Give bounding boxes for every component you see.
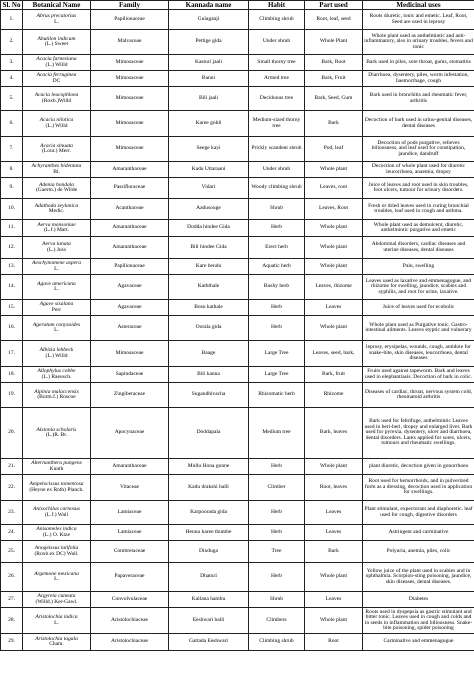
cell-sl-no: 15. bbox=[1, 300, 23, 316]
cell-habit: Herb bbox=[249, 501, 305, 525]
cell-part-used: Leaves, seed, bark, bbox=[305, 341, 363, 367]
botanical-author: L. bbox=[54, 327, 59, 333]
cell-part-used: Whole plant bbox=[305, 237, 363, 259]
botanical-name: Alpinia malaccensis bbox=[34, 388, 79, 395]
cell-part-used: Root, leaves bbox=[305, 475, 363, 501]
cell-botanical-name bbox=[23, 300, 91, 316]
cell-habit: Woody climbing shrub bbox=[249, 178, 305, 199]
cell-family: Papilionaceae bbox=[91, 259, 169, 275]
botanical-author: (Roxb.ex DC) Wall. bbox=[34, 550, 79, 557]
botanical-author: DC bbox=[52, 77, 61, 84]
cell-botanical-name bbox=[23, 316, 91, 341]
table-row bbox=[1, 162, 474, 178]
cell-medicinal-uses: Fruits used against tapeworm. Bark and leaves used in elephantiasis. Decoction of bark in colic. bbox=[363, 367, 474, 383]
cell-medicinal-uses: Roots diuretic, tonic and emetic. Leaf, Root, Seed are used in leprosy bbox=[363, 10, 474, 30]
header-medicinal-uses: Medicinal uses bbox=[363, 1, 474, 10]
cell-sl-no: 26. bbox=[1, 563, 23, 592]
cell-medicinal-uses: Carminative and emmenagogue bbox=[363, 634, 474, 651]
cell-family: Aristolochiaceae bbox=[91, 608, 169, 634]
table-row bbox=[1, 475, 474, 501]
botanical-name: Argyreia cuneata bbox=[37, 593, 76, 599]
cell-sl-no: 23. bbox=[1, 501, 23, 525]
cell-botanical-name bbox=[23, 71, 91, 87]
table-body bbox=[1, 10, 474, 651]
table-row bbox=[1, 237, 474, 259]
cell-habit: Climbers bbox=[249, 608, 305, 634]
table-row bbox=[1, 71, 474, 87]
cell-botanical-name bbox=[23, 199, 91, 220]
botanical-name: Alstonia scholaris bbox=[36, 426, 77, 433]
table-row bbox=[1, 459, 474, 475]
cell-kannada-name: Pettige gida bbox=[169, 30, 249, 55]
botanical-name: Aerva monsoniae bbox=[37, 221, 76, 228]
cell-kannada-name: Baage bbox=[169, 341, 249, 367]
botanical-name: Abutilon indicum bbox=[37, 35, 76, 42]
table-row bbox=[1, 634, 474, 651]
header-row bbox=[1, 1, 474, 10]
cell-kannada-name: Kadu drakshi balli bbox=[169, 475, 249, 501]
cell-kannada-name: Seege kayi bbox=[169, 137, 249, 162]
table-row bbox=[1, 275, 474, 300]
table-row bbox=[1, 367, 474, 383]
cell-botanical-name bbox=[23, 383, 91, 408]
cell-part-used: Leaves bbox=[305, 592, 363, 608]
table-row bbox=[1, 563, 474, 592]
table-row bbox=[1, 55, 474, 71]
botanical-author: (L.) Juss bbox=[47, 246, 66, 253]
cell-medicinal-uses: Bark used in bronchitis and rheumatic fever, arthritis bbox=[363, 87, 474, 111]
cell-sl-no: 10. bbox=[1, 199, 23, 220]
cell-kannada-name: Bosu kathale bbox=[169, 300, 249, 316]
cell-kannada-name: Oorala gida bbox=[169, 316, 249, 341]
cell-medicinal-uses: Bark used for febrifuge, anthelmintic Leaves used in beri-beri, dropsy and enlarged liver. Bark used for pyrexia, dysentery, ulcer and diarrhoea, dental disorders. Latex applied for sores, ulcers, tumours and rheumatic swellings. bbox=[363, 408, 474, 459]
cell-habit: Shrub bbox=[249, 592, 305, 608]
table-row bbox=[1, 541, 474, 563]
cell-habit: Herb bbox=[249, 459, 305, 475]
cell-family: Amaranthaceae bbox=[91, 162, 169, 178]
cell-part-used: Whole plant bbox=[305, 608, 363, 634]
cell-habit: Aquatic herb bbox=[249, 259, 305, 275]
cell-kannada-name: Hennu karee thumbe bbox=[169, 525, 249, 541]
cell-botanical-name bbox=[23, 563, 91, 592]
cell-botanical-name bbox=[23, 367, 91, 383]
cell-medicinal-uses: Decoction of bark used in urino-genital diseases, dental diseases bbox=[363, 111, 474, 137]
cell-habit: Climber bbox=[249, 475, 305, 501]
cell-family: Agavaceae bbox=[91, 300, 169, 316]
cell-kannada-name: Gattada Eeshwari bbox=[169, 634, 249, 651]
table-row bbox=[1, 383, 474, 408]
cell-sl-no: 21. bbox=[1, 459, 23, 475]
cell-sl-no: 17. bbox=[1, 341, 23, 367]
cell-sl-no: 2. bbox=[1, 30, 23, 55]
cell-medicinal-uses: Polyuria, anemia, piles, colic bbox=[363, 541, 474, 563]
cell-medicinal-uses: Juice of leaves used for ecobolic bbox=[363, 300, 474, 316]
cell-botanical-name bbox=[23, 475, 91, 501]
cell-kannada-name: Bili jaali bbox=[169, 87, 249, 111]
botanical-name: Aristolochia indica bbox=[35, 614, 78, 620]
cell-sl-no: 27. bbox=[1, 592, 23, 608]
cell-habit: Rhizomatic herb bbox=[249, 383, 305, 408]
cell-part-used: Leaves, Root bbox=[305, 199, 363, 220]
cell-habit: Tree bbox=[249, 541, 305, 563]
botanical-author: (L.) Willd bbox=[45, 122, 68, 129]
header-habit: Habit bbox=[249, 1, 305, 10]
cell-medicinal-uses: Roots used in dyspepsia as gastric stimulant and bitter tonic. Leaves used in cough and colds and in seeds in inflammation and biliousness. Snake-bite poisoning, spider poisoning bbox=[363, 608, 474, 634]
cell-part-used: Leaves bbox=[305, 300, 363, 316]
table-row bbox=[1, 111, 474, 137]
cell-botanical-name bbox=[23, 501, 91, 525]
cell-medicinal-uses: Diarrhoea, dysentery, piles, worm infestation, haemorrhage, cough bbox=[363, 71, 474, 87]
botanical-name: Acacia sinuata bbox=[40, 142, 73, 149]
cell-family: Mimosaceae bbox=[91, 55, 169, 71]
cell-part-used: Whole Plant bbox=[305, 30, 363, 55]
cell-habit: Deciduous tree bbox=[249, 87, 305, 111]
cell-habit: Shrub bbox=[249, 199, 305, 220]
botanical-name: Adenia hondala bbox=[39, 181, 74, 188]
table-row bbox=[1, 316, 474, 341]
cell-part-used: Whole plant bbox=[305, 316, 363, 341]
cell-botanical-name bbox=[23, 162, 91, 178]
cell-part-used: Bark, Fruit bbox=[305, 71, 363, 87]
cell-botanical-name bbox=[23, 87, 91, 111]
cell-sl-no: 25. bbox=[1, 541, 23, 563]
cell-sl-no: 22. bbox=[1, 475, 23, 501]
cell-botanical-name bbox=[23, 137, 91, 162]
cell-botanical-name bbox=[23, 541, 91, 563]
table-row bbox=[1, 10, 474, 30]
cell-habit: Herb bbox=[249, 220, 305, 237]
botanical-author: Medic. bbox=[48, 208, 65, 214]
cell-botanical-name bbox=[23, 459, 91, 475]
cell-sl-no: 1. bbox=[1, 10, 23, 30]
cell-kannada-name: Mullu Hona gonne bbox=[169, 459, 249, 475]
cell-sl-no: 28. bbox=[1, 608, 23, 634]
cell-part-used: Whole plant bbox=[305, 162, 363, 178]
cell-part-used: Bark, Root bbox=[305, 55, 363, 71]
botanical-author: Kunth bbox=[49, 465, 64, 472]
botanical-author: (Willd.) Ker-Gawl. bbox=[35, 598, 78, 605]
cell-medicinal-uses: Pain, swelling bbox=[363, 259, 474, 275]
cell-kannada-name: Karpoorada gida bbox=[169, 501, 249, 525]
cell-medicinal-uses: Abdominal disorders, cardiac diseases and uterine diseases, dental diseases bbox=[363, 237, 474, 259]
header-sl-no: Sl. No bbox=[1, 1, 23, 10]
cell-habit: Climbing shrub bbox=[249, 634, 305, 651]
cell-kannada-name: Aadusouge bbox=[169, 199, 249, 220]
botanical-name: Argemone mexicana bbox=[34, 570, 79, 577]
cell-part-used: Whole plant bbox=[305, 459, 363, 475]
cell-habit: Herb bbox=[249, 300, 305, 316]
botanical-name: Acacia farnesiana bbox=[36, 56, 77, 62]
cell-family: Papilionaceae bbox=[91, 10, 169, 30]
botanical-name: Anisochilus carnosus bbox=[33, 506, 80, 512]
cell-family: Asteraceae bbox=[91, 316, 169, 341]
table-row bbox=[1, 592, 474, 608]
cell-habit: Medium-sized thorny tree bbox=[249, 111, 305, 137]
cell-part-used: Bark, leaves bbox=[305, 408, 363, 459]
cell-family: Convolvulaceae bbox=[91, 592, 169, 608]
botanical-name: Adathoda zeylanica bbox=[34, 202, 79, 209]
cell-sl-no: 3. bbox=[1, 55, 23, 71]
cell-family: Agavaceae bbox=[91, 275, 169, 300]
cell-family: Passifloraceae bbox=[91, 178, 169, 199]
cell-medicinal-uses: Whole plant used as demulcent, diuretic, anthelmintic purgative and emetic bbox=[363, 220, 474, 237]
botanical-name: Acacia nilotica bbox=[39, 117, 74, 123]
cell-kannada-name: Sugandhivacha bbox=[169, 383, 249, 408]
table-row bbox=[1, 408, 474, 459]
botanical-author: (L.) Willd bbox=[45, 61, 68, 68]
cell-sl-no: 11. bbox=[1, 220, 23, 237]
botanical-name: Aeschynomene aspera bbox=[31, 260, 82, 266]
cell-part-used: Leaves bbox=[305, 525, 363, 541]
cell-medicinal-uses: Root used for hemorrhoids, and in pulverized form as a dressing, decoction used in application for swellings. bbox=[363, 475, 474, 501]
cell-medicinal-uses: leprosy, erysipelas, wounds, cough, antidote for snake-bite, skin diseases, leucorrhoea, dental diseases bbox=[363, 341, 474, 367]
cell-botanical-name bbox=[23, 408, 91, 459]
cell-habit: Medium tree bbox=[249, 408, 305, 459]
table-row bbox=[1, 30, 474, 55]
botanical-name: Ageratum conyzoides bbox=[32, 321, 81, 328]
botanical-author: (L.f.) Mart. bbox=[43, 227, 70, 233]
cell-family: Lamiaceae bbox=[91, 525, 169, 541]
botanical-name: Acacia leucophloea bbox=[34, 92, 79, 98]
botanical-author: L. bbox=[54, 18, 59, 25]
cell-habit: Herb bbox=[249, 316, 305, 341]
table-row bbox=[1, 259, 474, 275]
cell-family: Lamiaceae bbox=[91, 501, 169, 525]
botanical-name: Allophylus cobbe bbox=[37, 368, 76, 374]
cell-kannada-name: Bili hindee Gida bbox=[169, 237, 249, 259]
cell-kannada-name: Kaththale bbox=[169, 275, 249, 300]
cell-kannada-name: Kadu Uttaraani bbox=[169, 162, 249, 178]
botanical-author: (Burm.f.) Roscoe bbox=[37, 394, 76, 400]
table-row bbox=[1, 501, 474, 525]
cell-botanical-name bbox=[23, 608, 91, 634]
cell-family: Mimosaceae bbox=[91, 111, 169, 137]
cell-part-used: Whole plant bbox=[305, 259, 363, 275]
cell-part-used: Rhizome bbox=[305, 383, 363, 408]
cell-family: Vitaceae bbox=[91, 475, 169, 501]
table-row bbox=[1, 87, 474, 111]
botanical-name: Ampelocissus tomentosa bbox=[29, 481, 84, 487]
cell-medicinal-uses: Whole plant used as anthelmintic and anti-inflammatory, also in urinary troubles, fevers and tonic bbox=[363, 30, 474, 55]
cell-part-used: Bark bbox=[305, 541, 363, 563]
cell-medicinal-uses: Decoction of whole plant used for diuretic leucorrhoea, anaemia, dropsy bbox=[363, 162, 474, 178]
table-row bbox=[1, 137, 474, 162]
cell-sl-no: 29. bbox=[1, 634, 23, 651]
cell-medicinal-uses: Decoction of pods purgative, relieves biliousness, and leaf used for constipation, jaundice, dandruff bbox=[363, 137, 474, 162]
cell-medicinal-uses: Leaves used as laxative and emmenagogue, and rhizome for swelling, jaundice, scabies and syphilis, and root for urine, laxative. bbox=[363, 275, 474, 300]
botanical-author: (L.) O. Ktze bbox=[43, 531, 70, 538]
cell-sl-no: 6. bbox=[1, 111, 23, 137]
cell-family: Mimosaceae bbox=[91, 137, 169, 162]
cell-part-used: Root bbox=[305, 634, 363, 651]
cell-part-used: Leaves, rhizome bbox=[305, 275, 363, 300]
table-row bbox=[1, 608, 474, 634]
cell-sl-no: 7. bbox=[1, 137, 23, 162]
cell-kannada-name: Kallana hambu bbox=[169, 592, 249, 608]
cell-kannada-name: Doddapala bbox=[169, 408, 249, 459]
cell-kannada-name: Kare bendu bbox=[169, 259, 249, 275]
cell-medicinal-uses: Juice of leaves and root used in skin troubles, foot ulcers, tumour for urinary disorders. bbox=[363, 178, 474, 199]
table-row bbox=[1, 300, 474, 316]
table-row bbox=[1, 341, 474, 367]
cell-family: Mimosaceae bbox=[91, 71, 169, 87]
cell-part-used: Bark, Seed, Gum bbox=[305, 87, 363, 111]
cell-sl-no: 14. bbox=[1, 275, 23, 300]
cell-medicinal-uses: Astringent and carminative bbox=[363, 525, 474, 541]
botanical-author: Perr bbox=[51, 306, 62, 313]
cell-family: Sapindaceae bbox=[91, 367, 169, 383]
botanical-author: L. bbox=[54, 265, 59, 272]
cell-habit: Armed tree bbox=[249, 71, 305, 87]
botanical-author: Cham. bbox=[49, 641, 64, 647]
cell-medicinal-uses: Whole plant used as Purgative tonic. Gastro-intestinal ailments. Leaves styptic and vulnerary bbox=[363, 316, 474, 341]
cell-family: Papaveraceae bbox=[91, 563, 169, 592]
header-part-used: Part used bbox=[305, 1, 363, 10]
cell-medicinal-uses: Diseases of cardiac, throat, nervous system cold, rheumatoid arthritis bbox=[363, 383, 474, 408]
cell-habit: Prickly scandent shrub bbox=[249, 137, 305, 162]
cell-part-used: Bark bbox=[305, 111, 363, 137]
cell-sl-no: 13. bbox=[1, 259, 23, 275]
cell-part-used: Pod, leaf bbox=[305, 137, 363, 162]
cell-habit: Large Tree bbox=[249, 367, 305, 383]
cell-part-used: Bark, fruit bbox=[305, 367, 363, 383]
botanical-name: Anisomeles indica bbox=[36, 526, 77, 532]
botanical-name: Agave americana bbox=[37, 280, 76, 287]
cell-sl-no: 24. bbox=[1, 525, 23, 541]
cell-botanical-name bbox=[23, 341, 91, 367]
cell-part-used: Whole plant bbox=[305, 563, 363, 592]
cell-part-used: Whole plant bbox=[305, 220, 363, 237]
cell-sl-no: 19. bbox=[1, 383, 23, 408]
cell-sl-no: 16. bbox=[1, 316, 23, 341]
cell-botanical-name bbox=[23, 275, 91, 300]
cell-kannada-name: Bili kanna bbox=[169, 367, 249, 383]
cell-habit: Large Tree bbox=[249, 341, 305, 367]
cell-habit: Bushy herb bbox=[249, 275, 305, 300]
table-row bbox=[1, 220, 474, 237]
table-row bbox=[1, 199, 474, 220]
cell-family: Amaranthaceae bbox=[91, 237, 169, 259]
cell-sl-no: 18. bbox=[1, 367, 23, 383]
cell-part-used: Leaves bbox=[305, 501, 363, 525]
table-row bbox=[1, 178, 474, 199]
cell-family: Mimosaceae bbox=[91, 87, 169, 111]
cell-family: Apocynaceae bbox=[91, 408, 169, 459]
cell-botanical-name bbox=[23, 592, 91, 608]
cell-family: Combretaceae bbox=[91, 541, 169, 563]
cell-family: Malvaceae bbox=[91, 30, 169, 55]
botanical-author: (L.) Sweet bbox=[44, 41, 69, 47]
botanical-name: Alternanthera pungens bbox=[31, 460, 82, 466]
cell-medicinal-uses: Plant stimulant, expectorant and diaphoretic. leaf used for cough, digestive disorders bbox=[363, 501, 474, 525]
cell-kannada-name: Kasturi jaali bbox=[169, 55, 249, 71]
cell-family: Acanthaceae bbox=[91, 199, 169, 220]
botanical-author: (L.f.) Wall bbox=[44, 511, 69, 518]
cell-sl-no: 4. bbox=[1, 71, 23, 87]
botanical-author: L. bbox=[54, 286, 59, 292]
cell-kannada-name: Dodda hindee Gida bbox=[169, 220, 249, 237]
cell-kannada-name: Eeshwari balli bbox=[169, 608, 249, 634]
cell-habit: Under shrub bbox=[249, 30, 305, 55]
botanical-name: Aerva lanata bbox=[42, 241, 71, 247]
botanical-name: Acacia ferruginea bbox=[36, 72, 77, 78]
cell-medicinal-uses: Diabetes bbox=[363, 592, 474, 608]
header-family: Family bbox=[91, 1, 169, 10]
cell-kannada-name: Gulaganji bbox=[169, 10, 249, 30]
cell-family: Zingiberaceae bbox=[91, 383, 169, 408]
cell-sl-no: 12. bbox=[1, 237, 23, 259]
cell-sl-no: 8. bbox=[1, 162, 23, 178]
cell-botanical-name bbox=[23, 634, 91, 651]
botanical-name: Aristolochia tagala bbox=[35, 635, 78, 642]
cell-medicinal-uses: plant diuretic, decoction given in gonorrhoea bbox=[363, 459, 474, 475]
botanical-author: (L.) Raeusch. bbox=[41, 373, 72, 380]
cell-habit: Climbing shrub bbox=[249, 10, 305, 30]
botanical-name: Achyranthes bidentata bbox=[31, 163, 82, 169]
botanical-name: Albizia lebbeck bbox=[39, 347, 74, 353]
cell-sl-no: 5. bbox=[1, 87, 23, 111]
cell-botanical-name bbox=[23, 178, 91, 199]
cell-botanical-name bbox=[23, 237, 91, 259]
botanical-name: Agave sisalana bbox=[39, 301, 74, 307]
cell-kannada-name: Banni bbox=[169, 71, 249, 87]
cell-family: Mimosaceae bbox=[91, 341, 169, 367]
cell-botanical-name bbox=[23, 525, 91, 541]
cell-part-used: Leaves, root bbox=[305, 178, 363, 199]
botanical-author: (Lour.) Merr. bbox=[42, 148, 71, 154]
botanical-author: (Roxb.)Willd bbox=[41, 97, 72, 104]
header-kannada-name: Kannada name bbox=[169, 1, 249, 10]
cell-kannada-name: Dinduga bbox=[169, 541, 249, 563]
cell-kannada-name: Karee gobli bbox=[169, 111, 249, 137]
cell-kannada-name: Vidari bbox=[169, 178, 249, 199]
botanical-name: Abrus precatorius bbox=[36, 13, 77, 19]
botanical-author: (L.) Willd bbox=[45, 352, 68, 359]
cell-family: Aristolochiaceae bbox=[91, 634, 169, 651]
cell-habit: Under shrub bbox=[249, 162, 305, 178]
cell-botanical-name bbox=[23, 55, 91, 71]
botanical-author: L. bbox=[54, 576, 59, 582]
botanical-author: (Gaertn.) de Wilde bbox=[35, 187, 78, 193]
table-row bbox=[1, 525, 474, 541]
cell-botanical-name bbox=[23, 30, 91, 55]
botanical-author: (Heyne ex Roth) Planch. bbox=[29, 486, 84, 493]
cell-botanical-name bbox=[23, 111, 91, 137]
botanical-author: L. bbox=[54, 619, 59, 626]
cell-medicinal-uses: Bark used in piles, sore throat, gums, stomatitis bbox=[363, 55, 474, 71]
cell-botanical-name bbox=[23, 220, 91, 237]
cell-sl-no: 20. bbox=[1, 408, 23, 459]
botanical-author: (L.)R. Br. bbox=[45, 432, 68, 438]
cell-medicinal-uses: Yellow juice of the plant used in scabies and in ophthalmia. Scorpion-sting poisoning, jaundice, skin diseases, dental diseases. bbox=[363, 563, 474, 592]
cell-kannada-name: Dhaturi bbox=[169, 563, 249, 592]
cell-sl-no: 9. bbox=[1, 178, 23, 199]
cell-habit: Small thorny tree bbox=[249, 55, 305, 71]
botanical-name: Anogeissus latifolia bbox=[34, 545, 79, 551]
cell-part-used: Root, leaf, seed bbox=[305, 10, 363, 30]
cell-family: Amaranthaceae bbox=[91, 220, 169, 237]
cell-botanical-name bbox=[23, 259, 91, 275]
header-botanical-name: Botanical Name bbox=[23, 1, 91, 10]
cell-botanical-name bbox=[23, 10, 91, 30]
cell-medicinal-uses: Fresh or dried leaves used in curing bronchial troubles, leaf used in cough and asthma. bbox=[363, 199, 474, 220]
cell-habit: Herb bbox=[249, 525, 305, 541]
botanical-author: Bl. bbox=[53, 168, 60, 175]
cell-habit: Erect herb bbox=[249, 237, 305, 259]
cell-family: Amaranthaceae bbox=[91, 459, 169, 475]
cell-habit: Herb bbox=[249, 563, 305, 592]
